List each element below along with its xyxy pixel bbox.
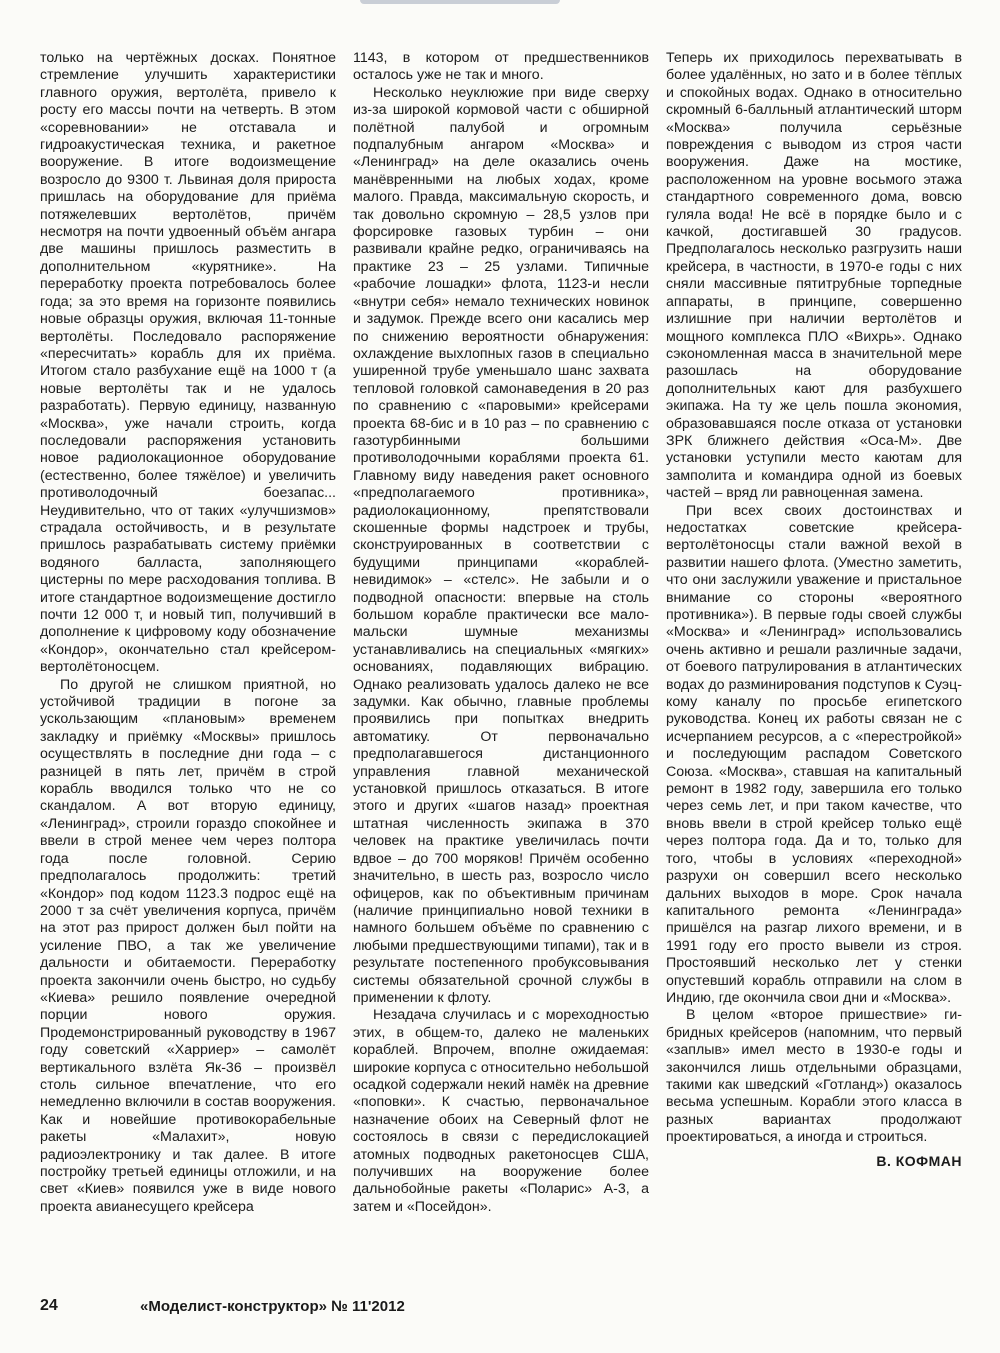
paragraph: При всех своих достоинствах и недостатках советские крейсера-вертолётоносцы стали важной вехой в развитии нашего флота. (Уместно заметить, что они заслужили уважение и пристальное внимание со стороны «вероятного противника»). В первые годы своей службы «Москва» и «Ленинград» использовались очень активно и решали различные задачи, от боевого патрулирования в атлантических водах до разминирования подступов к Суэцкому каналу по просьбе египетского руководства. Конец их работы связан не с исчерпанием ресурсов, а с «перестройкой» и последующим распадом Советского Союза. «Москва», ставшая на капитальный ремонт в 1982 году, завершила его только через семь лет, и при таком качестве, что вновь ввели в строй крейсер только ещё через полтора года. Да и то, только для того, чтобы в условиях «переходной» разрухи он совершил всего несколько дальних выходов в море. Срок начала капитального ремонта «Ленинграда» пришёлся на разгар лихого времени, и в 1991 году его просто вывели из строя. Простоявший несколько лет у стенки опустевший корабль отправили на слом в Индию, где окончила свои дни и «Москва».	[666, 502, 962, 1006]
paragraph: 1143, в котором от предшественников осталось уже не так и много.	[353, 50, 649, 84]
magazine-issue: «Моделист-конструктор» № 11'2012	[140, 1298, 405, 1315]
article-body	[40, 50, 962, 1290]
author-signature: В. КОФМАН	[876, 1152, 962, 1169]
paragraph: Несколько неуклюжие при виде сверху из-за широкой кормовой части с обширной полётной палубой и огромным подпалубным ангаром «Москва» и «Ленинград» на деле оказались очень манёвренными на любых ходах, кроме малого. Правда, максимальную скорость, и так довольно скромную – 28,5 узлов при форсировке газовых турбин – они развивали крайне редко, ограничиваясь на практике 23 – 25 узлами. Типичные «рабочие лошадки» флота, 1123-и несли «внутри себя» немало технических новинок и задумок. Прежде всего они касались мер по снижению вероятности обнаружения: охлаждение выхлопных газов в специально уширенной трубе уменьшало шанс захвата тепловой головкой самонаведения в 20 раз по сравнению с «паровыми» крейсерами проекта 68-бис и в 10 раз – по сравнению с газотурбинными большими противолодочными кораблями проекта 61. Главному виду наведения ракет основного «предполагаемого противника», радиолокационному, препятствовали скошенные формы надстроек и трубы, сконструированных в соответствии с будущими принципами «кораблей-невидимок» – «стелс». Не забыли и о подводной опасности: впервые на столь большом корабле практически все мало-мальски шумные механизмы устанавливались на специальных «мягких» основаниях, подавляющих вибрацию. Однако реализовать удалось далеко не все задумки. Как обычно, главные проблемы проявились при попытках внедрить автоматику. От первоначально предполагавшегося дистанционного управления главной механической установкой пришлось отказаться. В итоге этого и других «шагов назад» проектная штатная численность экипажа в 370 человек на практике увеличилась почти вдвое – до 700 моряков! Причём особенно значительно, в шесть раз, возросло число офицеров, как по объективным причинам (наличие принципиально новой техники в намного большем объёме по сравнению с любыми предшествующими типами), так и в результате постепенного пробуксовывания системы обязательной срочной службы в применении к флоту.	[353, 84, 649, 1006]
page-footer	[40, 1297, 962, 1319]
paragraph: Незадача случилась и с мореходностью этих, в общем-то, далеко не маленьких кораблей. Впрочем, вполне ожидаемая: широкие корпуса с относительно небольшой осадкой содержали некий намёк на древние «поповки». К счастью, первоначальное назначение обоих на Северный флот не состоялось в связи с передислокацией атомных подводных ракетоносцев США, получивших на вооружение более дальнобойные ракеты «Поларис» А-3, а затем и «Посейдон».	[353, 1007, 649, 1215]
column-2	[353, 50, 649, 1290]
top-edge-mark	[360, 0, 560, 4]
page-number: 24	[40, 1297, 58, 1314]
paragraph: Теперь их приходилось перехватывать в более удалённых, но зато и в более тёплых и спокойных водах. Однако в относительно скромный 6-балльный атлантический шторм «Москва» получила серьёзные повреждения с выводом из строя части вооружения. Даже на мостике, расположенном на уровне восьмого этажа стандартного современного дома, вовсю гуляла вода! Не всё в порядке было и с качкой, достигавшей 30 градусов. Предполагалось несколько разгрузить наши крейсера, в частности, в 1970-е годы с них сняли массивные пятитрубные торпедные аппараты, в принципе, совершенно излишние при наличии вертолётов и мощного комплекса ПЛО «Вихрь». Однако сэкономленная масса в значительной мере разошлась на оборудование дополнительных кают для разбухшего экипажа. На ту же цель пошла экономия, образовавшаяся после отказа от установки ЗРК ближнего действия «Оса-М». Две установки уступили место каютам для замполита и командира одной из боевых частей – вряд ли равноценная замена.	[666, 50, 962, 502]
paragraph: В целом «второе пришествие» гибридных крейсеров (напомним, что первый «заплыв» имел место в 1930-е годы и закончился лишь отдельными образцами, такими как шведский «Готланд») оказалось весьма успешным. Корабли этого класса в разных вариантах продолжают проектироваться, а иногда и строиться.	[666, 1007, 962, 1146]
paragraph: только на чертёжных досках. Понятное стремление улучшить характеристики главного оружия, вертолёта, привело к росту его массы почти на четверть. В этом «соревновании» не отставала и гидроакустическая техника, и ракетное вооружение. В итоге водоизмещение возросло до 9300 т. Львиная доля прироста пришлась на оборудование для приёма потяжелевших вертолётов, причём несмотря на почти удвоенный объём ангара две машины пришлось разместить в дополнительном «курятнике». На переработку проекта потребовалось более года; за это время на горизонте появились новые образцы оружия, включая 11-тонные вертолёты. Последовало распоряжение «пересчитать» корабль для их приёма. Итогом стало разбухание ещё на 1000 т (а новые вертолёты так и не удалось разработать). Первую единицу, названную «Москва», уже начали строить, когда последовали распоряжения установить новое радиолокационное оборудование (естественно, более тяжёлое) и увеличить противолодочный боезапас... Неудивительно, что от таких «улучшизмов» страдала остойчивость, и в результате пришлось разрабатывать систему приёмки водяного балласта, заполняющего цистерны по мере расходования топлива. В итоге стандартное водоизмещение достигло почти 12 000 т, и новый тип, получивший в дополнение к цифровому коду обозначение «Кондор», окончательно стал крейсером-вертолётоносцем.	[40, 50, 336, 676]
paragraph: По другой не слишком приятной, но устойчивой традиции в погоне за ускользающим «плановым» временем закладку и приёмку «Москвы» пришлось осуществлять в последние дни года – с разницей в пять лет, причём в строй корабль вводился только что не со скандалом. А вот вторую единицу, «Ленинград», строили гораздо спокойнее и ввели в строй менее чем через полтора года после головной. Серию предполагалось продолжить: третий «Кондор» под кодом 1123.3 подрос ещё на 2000 т за счёт увеличения корпуса, причём на этот раз прирост должен был пойти на усиление ПВО, а так же увеличение дальности и обитаемости. Переработку проекта закончили очень быстро, но судьбу «Киева» решило появление очередной порции нового оружия. Продемонстрированный руководству в 1967 году советский «Харриер» – самолёт вертикального взлёта Як-36 – произвёл столь сильное впечатление, что его немедленно включили в состав вооружения. Как и новейшие противокорабельные ракеты «Малахит», новую радиоэлектронику и так далее. В итоге постройку третьей единицы отложили, и на свет «Киев» появился уже в виде нового проекта авианесущего крейсера	[40, 676, 336, 1215]
column-1	[40, 50, 336, 1290]
column-3	[666, 50, 962, 1290]
